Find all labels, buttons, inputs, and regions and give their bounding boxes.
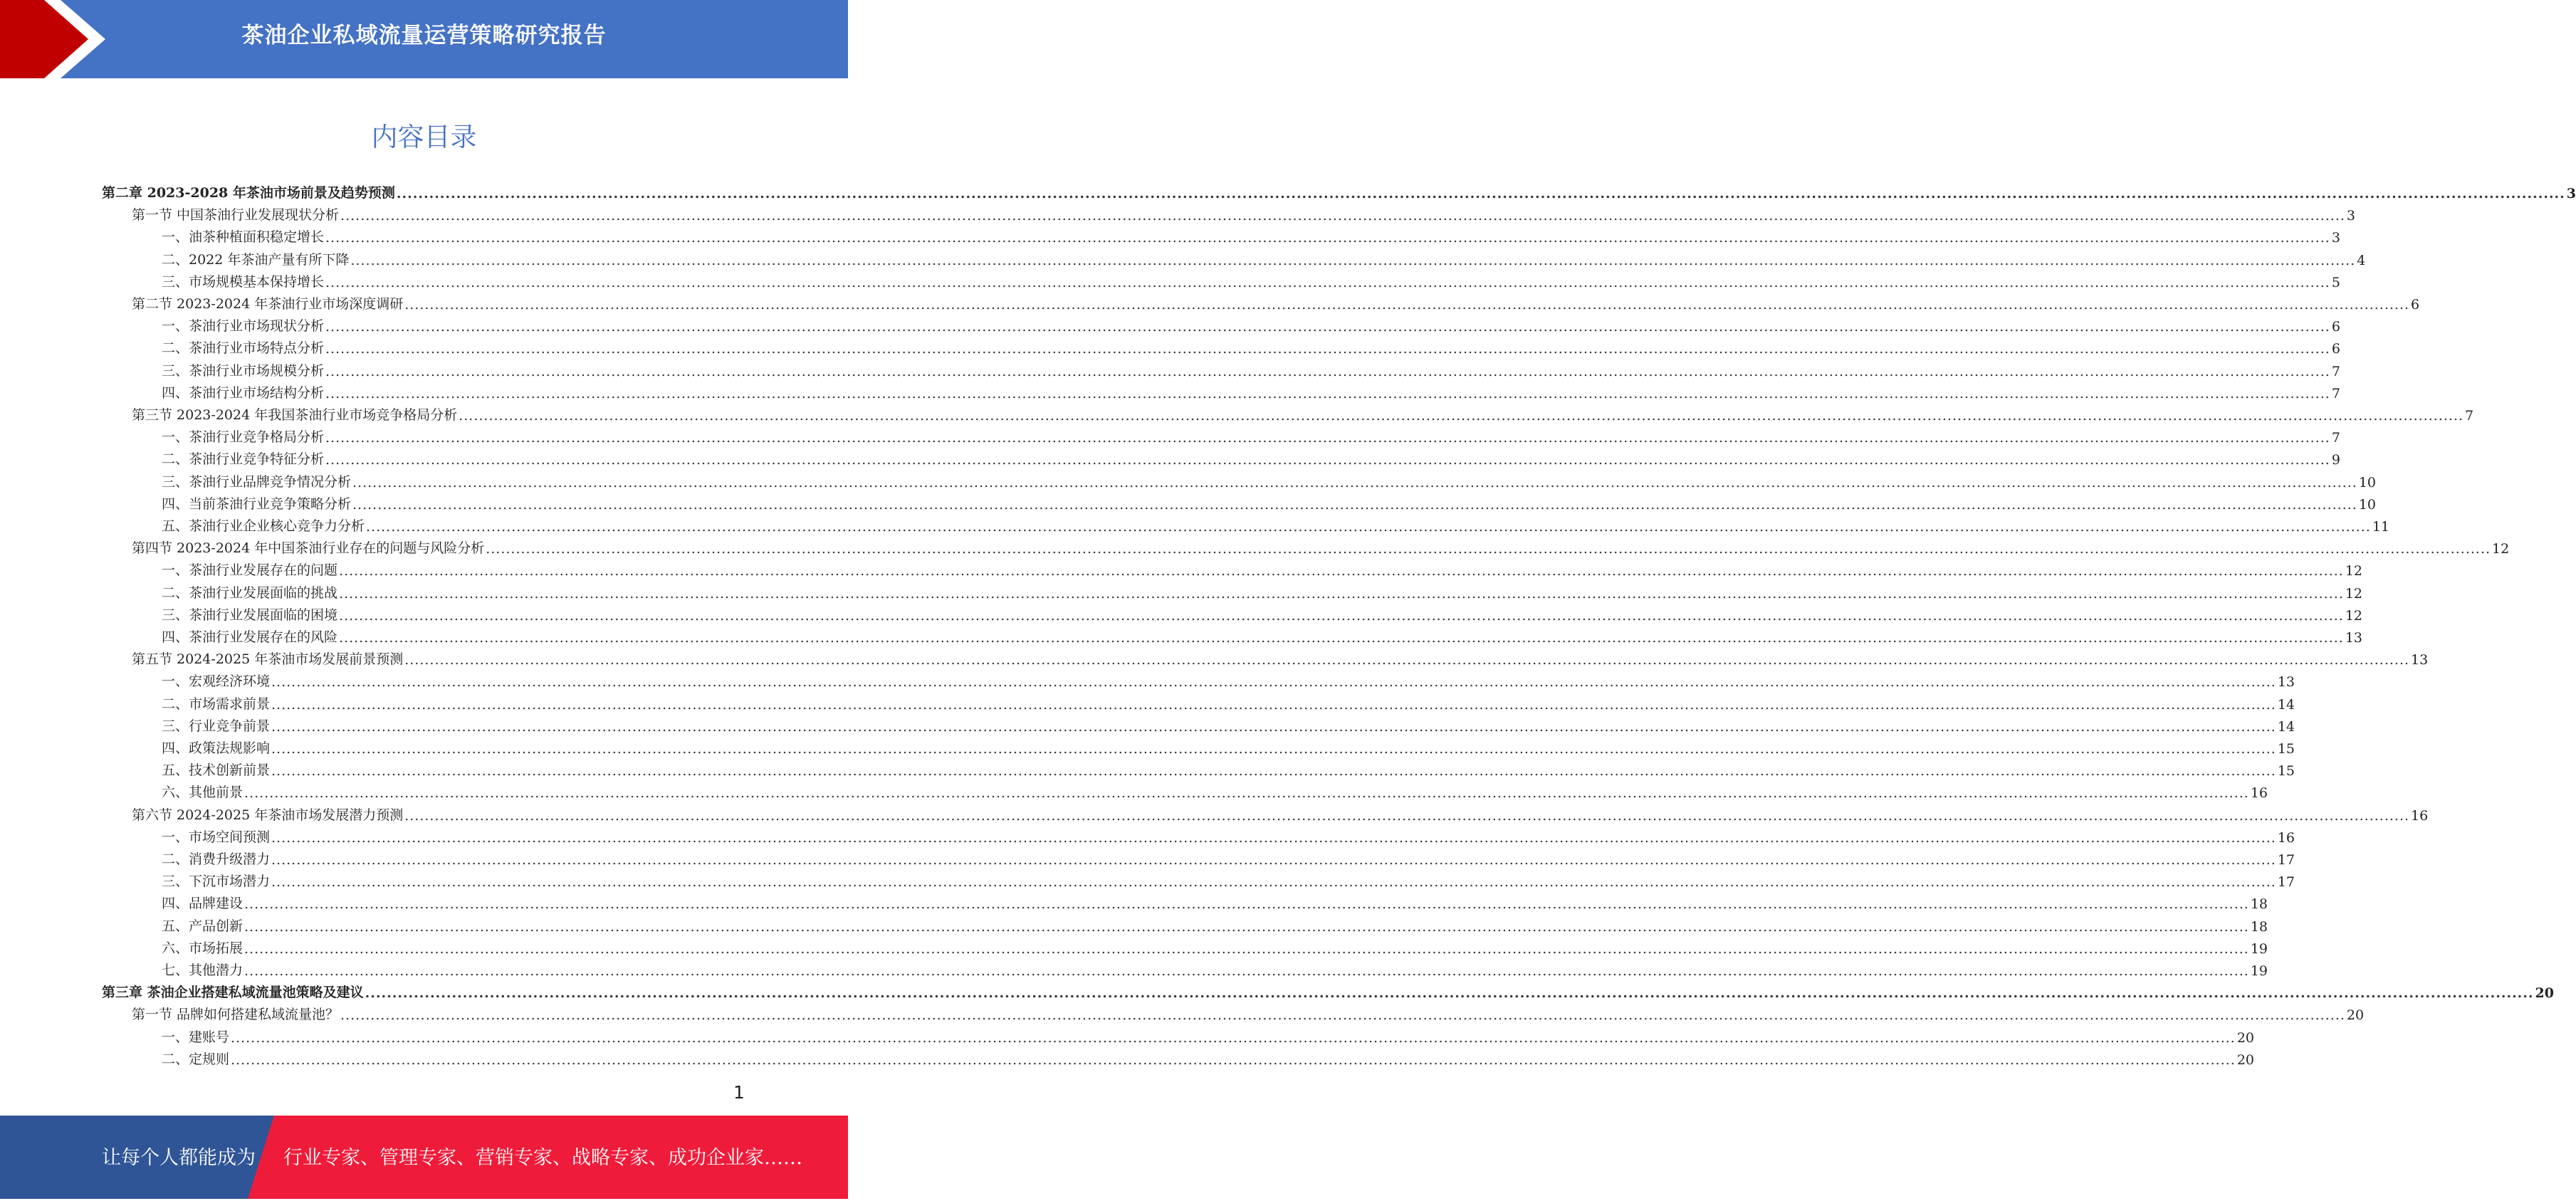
toc-subsection-entry[interactable] xyxy=(162,757,2295,780)
toc-leader-dots: ................................................................................................................................................................................................................................................................................................................................................................................................................ xyxy=(271,874,2276,891)
toc-entry-label: 一、建账号 xyxy=(162,1029,230,1045)
toc-entry-page: 3 xyxy=(2346,208,2355,224)
toc-entry-label: 二、定规则 xyxy=(162,1051,230,1067)
toc-entry-label: 四、品牌建设 xyxy=(162,896,244,912)
toc-subsection-entry[interactable] xyxy=(162,691,2295,713)
toc-heading: 内容目录 xyxy=(371,122,477,152)
toc-entry-label: 第六节 2024-2025 年茶油市场发展潜力预测 xyxy=(132,807,404,823)
toc-entry-label: 第二章 2023-2028 年茶油市场前景及趋势预测 xyxy=(102,185,395,201)
toc-subsection-entry[interactable] xyxy=(162,846,2295,868)
toc-entry-page: 4 xyxy=(2357,252,2366,268)
toc-leader-dots: ................................................................................................................................................................................................................................................................................................................................................................................................................ xyxy=(325,319,2330,335)
toc-chapter-entry[interactable] xyxy=(102,979,2554,1002)
toc-subsection-entry[interactable] xyxy=(162,868,2295,891)
toc-entry-page: 3 xyxy=(2331,230,2340,246)
toc-subsection-entry[interactable] xyxy=(162,890,2268,913)
toc-leader-dots: ................................................................................................................................................................................................................................................................................................................................................................................................................ xyxy=(244,963,2249,979)
toc-section-entry[interactable] xyxy=(132,802,2429,824)
toc-leader-dots: ................................................................................................................................................................................................................................................................................................................................................................................................................ xyxy=(325,363,2330,379)
toc-entry-page: 5 xyxy=(2331,274,2340,290)
toc-subsection-entry[interactable] xyxy=(162,624,2363,646)
toc-leader-dots: ................................................................................................................................................................................................................................................................................................................................................................................................................ xyxy=(231,1029,2236,1046)
toc-entry-label: 一、茶油行业竞争格局分析 xyxy=(162,429,325,446)
toc-leader-dots: ................................................................................................................................................................................................................................................................................................................................................................................................................ xyxy=(340,208,2345,224)
toc-leader-dots: ................................................................................................................................................................................................................................................................................................................................................................................................................ xyxy=(404,807,2410,824)
toc-entry-label: 第一节 中国茶油行业发展现状分析 xyxy=(132,207,340,224)
toc-subsection-entry[interactable] xyxy=(162,468,2377,491)
toc-subsection-entry[interactable] xyxy=(162,713,2295,735)
toc-subsection-entry[interactable] xyxy=(162,779,2268,802)
toc-leader-dots: ................................................................................................................................................................................................................................................................................................................................................................................................................ xyxy=(244,940,2249,957)
toc-entry-page: 10 xyxy=(2358,474,2377,491)
toc-entry-label: 第三章 茶油企业搭建私域流量池策略及建议 xyxy=(102,985,364,1001)
toc-entry-page: 13 xyxy=(2345,630,2363,646)
toc-entry-page: 17 xyxy=(2277,874,2295,891)
toc-subsection-entry[interactable] xyxy=(162,246,2366,268)
toc-entry-page: 15 xyxy=(2277,763,2295,780)
toc-entry-label: 五、产品创新 xyxy=(162,918,244,934)
toc-entry-label: 四、当前茶油行业竞争策略分析 xyxy=(162,495,352,512)
toc-entry-label: 第一节 品牌如何搭建私域流量池？ xyxy=(132,1007,340,1023)
toc-section-entry[interactable] xyxy=(132,535,2510,557)
toc-leader-dots: ................................................................................................................................................................................................................................................................................................................................................................................................................ xyxy=(271,674,2276,691)
toc-subsection-entry[interactable] xyxy=(162,957,2268,979)
toc-leader-dots: ................................................................................................................................................................................................................................................................................................................................................................................................................ xyxy=(231,1051,2236,1068)
toc-entry-label: 三、行业竞争前景 xyxy=(162,718,271,734)
toc-subsection-entry[interactable] xyxy=(162,224,2340,246)
toc-entry-page: 16 xyxy=(2250,785,2268,802)
toc-subsection-entry[interactable] xyxy=(162,335,2340,357)
toc-entry-label: 三、下沉市场潜力 xyxy=(162,874,271,890)
toc-entry-label: 二、茶油行业竞争特征分析 xyxy=(162,451,325,468)
toc-entry-label: 三、茶油行业发展面临的困境 xyxy=(162,607,338,623)
toc-leader-dots: ................................................................................................................................................................................................................................................................................................................................................................................................................ xyxy=(271,696,2276,713)
toc-entry-label: 二、市场需求前景 xyxy=(162,696,271,712)
toc-leader-dots: ................................................................................................................................................................................................................................................................................................................................................................................................................ xyxy=(325,430,2330,446)
toc-entry-label: 一、茶油行业发展存在的问题 xyxy=(162,562,338,579)
toc-entry-page: 13 xyxy=(2277,674,2295,691)
toc-entry-label: 五、技术创新前景 xyxy=(162,762,271,779)
toc-leader-dots: ................................................................................................................................................................................................................................................................................................................................................................................................................ xyxy=(244,918,2249,935)
toc-entry-page: 14 xyxy=(2277,696,2295,713)
toc-leader-dots: ................................................................................................................................................................................................................................................................................................................................................................................................................ xyxy=(271,741,2276,757)
toc-entry-label: 二、消费升级潜力 xyxy=(162,851,271,867)
toc-subsection-entry[interactable] xyxy=(162,935,2268,957)
toc-entry-label: 三、市场规模基本保持增长 xyxy=(162,273,325,290)
toc-entry-page: 12 xyxy=(2345,563,2363,579)
toc-entry-page: 10 xyxy=(2358,496,2377,513)
toc-entry-label: 二、2022 年茶油产量有所下降 xyxy=(162,251,350,268)
toc-entry-page: 19 xyxy=(2250,963,2268,979)
toc-subsection-entry[interactable] xyxy=(162,313,2340,335)
toc-entry-page: 20 xyxy=(2236,1051,2255,1068)
toc-leader-dots: ................................................................................................................................................................................................................................................................................................................................................................................................................ xyxy=(271,763,2276,780)
toc-leader-dots: ................................................................................................................................................................................................................................................................................................................................................................................................................ xyxy=(325,385,2330,402)
toc-leader-dots: ................................................................................................................................................................................................................................................................................................................................................................................................................ xyxy=(325,274,2330,290)
toc-subsection-entry[interactable] xyxy=(162,379,2340,402)
toc-entry-label: 一、市场空间预测 xyxy=(162,829,271,845)
toc-entry-page: 16 xyxy=(2277,829,2295,846)
toc-entry-label: 第三节 2023-2024 年我国茶油行业市场竞争格局分析 xyxy=(132,407,458,423)
toc-leader-dots: ................................................................................................................................................................................................................................................................................................................................................................................................................ xyxy=(325,452,2330,468)
toc-subsection-entry[interactable] xyxy=(162,513,2390,535)
toc-leader-dots: ................................................................................................................................................................................................................................................................................................................................................................................................................ xyxy=(244,785,2249,802)
toc-leader-dots: ................................................................................................................................................................................................................................................................................................................................................................................................................ xyxy=(350,252,2356,268)
toc-leader-dots: ................................................................................................................................................................................................................................................................................................................................................................................................................ xyxy=(271,718,2276,735)
toc-subsection-entry[interactable] xyxy=(162,824,2295,846)
toc-section-entry[interactable] xyxy=(132,1001,2365,1024)
toc-entry-label: 六、其他前景 xyxy=(162,785,244,801)
toc-subsection-entry[interactable] xyxy=(162,602,2363,624)
toc-entry-page: 7 xyxy=(2331,385,2340,402)
toc-subsection-entry[interactable] xyxy=(162,357,2340,379)
toc-entry-page: 18 xyxy=(2250,896,2268,913)
footer-banner xyxy=(0,1116,848,1199)
toc-subsection-entry[interactable] xyxy=(162,668,2295,691)
toc-subsection-entry[interactable] xyxy=(162,491,2377,513)
toc-entry-page: 20 xyxy=(2535,985,2554,1002)
toc-leader-dots: ................................................................................................................................................................................................................................................................................................................................................................................................................ xyxy=(271,852,2276,868)
toc-leader-dots: ................................................................................................................................................................................................................................................................................................................................................................................................................ xyxy=(340,1007,2345,1024)
toc-entry-label: 七、其他潜力 xyxy=(162,963,244,978)
toc-entry-page: 3 xyxy=(2566,186,2576,201)
toc-entry-page: 14 xyxy=(2277,718,2295,735)
toc-entry-label: 四、茶油行业发展存在的风险 xyxy=(162,629,338,645)
toc-entry-label: 第四节 2023-2024 年中国茶油行业存在的问题与风险分析 xyxy=(132,540,485,557)
toc-leader-dots: ................................................................................................................................................................................................................................................................................................................................................................................................................ xyxy=(271,829,2276,846)
toc-subsection-entry[interactable] xyxy=(162,268,2340,290)
toc-entry-label: 三、茶油行业市场规模分析 xyxy=(162,362,325,379)
toc-leader-dots: ................................................................................................................................................................................................................................................................................................................................................................................................................ xyxy=(339,630,2344,646)
toc-leader-dots: ................................................................................................................................................................................................................................................................................................................................................................................................................ xyxy=(365,985,2534,1002)
toc-entry-page: 9 xyxy=(2331,452,2340,468)
toc-leader-dots: ................................................................................................................................................................................................................................................................................................................................................................................................................ xyxy=(366,519,2371,535)
toc-subsection-entry[interactable] xyxy=(162,424,2340,446)
toc-leader-dots: ................................................................................................................................................................................................................................................................................................................................................................................................................ xyxy=(325,341,2330,357)
toc-entry-page: 16 xyxy=(2411,807,2429,824)
toc-entry-label: 四、茶油行业市场结构分析 xyxy=(162,384,325,401)
report-title: 茶油企业私域流量运营策略研究报告 xyxy=(241,23,607,48)
toc-subsection-entry[interactable] xyxy=(162,913,2268,935)
page-number: 1 xyxy=(733,1082,745,1103)
toc-chapter-entry[interactable] xyxy=(102,179,2576,201)
toc-entry-label: 五、茶油行业企业核心竞争力分析 xyxy=(162,518,365,534)
toc-entry-page: 18 xyxy=(2250,918,2268,935)
toc-entry-page: 20 xyxy=(2346,1007,2365,1024)
toc-entry-page: 6 xyxy=(2411,297,2420,313)
toc-entry-page: 19 xyxy=(2250,940,2268,957)
toc-subsection-entry[interactable] xyxy=(162,557,2363,579)
toc-subsection-entry[interactable] xyxy=(162,579,2363,602)
toc-entry-page: 7 xyxy=(2331,430,2340,446)
toc-entry-page: 13 xyxy=(2411,652,2429,668)
toc-entry-page: 20 xyxy=(2236,1029,2255,1046)
toc-leader-dots: ................................................................................................................................................................................................................................................................................................................................................................................................................ xyxy=(404,652,2410,668)
toc-subsection-entry[interactable] xyxy=(162,446,2340,468)
toc-entry-label: 三、茶油行业品牌竞争情况分析 xyxy=(162,473,352,490)
toc-entry-page: 15 xyxy=(2277,741,2295,757)
footer-slogan-left: 让每个人都能成为 xyxy=(102,1147,256,1169)
toc-entry-label: 四、政策法规影响 xyxy=(162,740,271,756)
toc-entry-page: 6 xyxy=(2331,319,2340,335)
toc-entry-page: 11 xyxy=(2372,519,2390,535)
toc-entry-page: 12 xyxy=(2492,541,2510,557)
toc-leader-dots: ................................................................................................................................................................................................................................................................................................................................................................................................................ xyxy=(339,607,2344,624)
toc-section-entry[interactable] xyxy=(132,290,2420,313)
toc-entry-label: 一、油茶种植面积稳定增长 xyxy=(162,229,325,246)
toc-entry-label: 六、市场拓展 xyxy=(162,940,244,956)
toc-leader-dots: ................................................................................................................................................................................................................................................................................................................................................................................................................ xyxy=(486,541,2491,557)
header-banner xyxy=(0,0,848,78)
toc-leader-dots: ................................................................................................................................................................................................................................................................................................................................................................................................................ xyxy=(325,230,2330,246)
toc-leader-dots: ................................................................................................................................................................................................................................................................................................................................................................................................................ xyxy=(352,474,2357,491)
toc-entry-label: 一、宏观经济环境 xyxy=(162,673,271,690)
toc-entry-label: 第二节 2023-2024 年茶油行业市场深度调研 xyxy=(132,296,404,312)
toc-entry-page: 7 xyxy=(2465,408,2474,424)
toc-leader-dots: ................................................................................................................................................................................................................................................................................................................................................................................................................ xyxy=(339,563,2344,579)
toc-leader-dots: ................................................................................................................................................................................................................................................................................................................................................................................................................ xyxy=(244,896,2249,913)
footer-slogan-right: 行业专家、管理专家、营销专家、战略专家、成功企业家…… xyxy=(283,1147,802,1169)
toc-entry-page: 12 xyxy=(2345,585,2363,602)
toc-leader-dots: ................................................................................................................................................................................................................................................................................................................................................................................................................ xyxy=(459,408,2464,424)
toc-entry-label: 二、茶油行业发展面临的挑战 xyxy=(162,584,338,601)
toc-entry-page: 7 xyxy=(2331,363,2340,379)
toc-subsection-entry[interactable] xyxy=(162,1024,2255,1046)
toc-subsection-entry[interactable] xyxy=(162,1046,2255,1068)
toc-entry-page: 17 xyxy=(2277,852,2295,868)
toc-subsection-entry[interactable] xyxy=(162,735,2295,757)
toc-section-entry[interactable] xyxy=(132,402,2474,424)
toc-entry-label: 二、茶油行业市场特点分析 xyxy=(162,340,325,357)
toc-leader-dots: ................................................................................................................................................................................................................................................................................................................................................................................................................ xyxy=(396,186,2565,201)
toc-section-entry[interactable] xyxy=(132,646,2429,668)
toc-leader-dots: ................................................................................................................................................................................................................................................................................................................................................................................................................ xyxy=(339,585,2344,602)
toc-entry-label: 一、茶油行业市场现状分析 xyxy=(162,318,325,335)
toc-leader-dots: ................................................................................................................................................................................................................................................................................................................................................................................................................ xyxy=(352,496,2357,513)
toc-entry-page: 6 xyxy=(2331,341,2340,357)
toc-leader-dots: ................................................................................................................................................................................................................................................................................................................................................................................................................ xyxy=(404,297,2410,313)
toc-section-entry[interactable] xyxy=(132,201,2355,224)
toc-entry-page: 12 xyxy=(2345,607,2363,624)
toc-entry-label: 第五节 2024-2025 年茶油市场发展前景预测 xyxy=(132,651,404,668)
